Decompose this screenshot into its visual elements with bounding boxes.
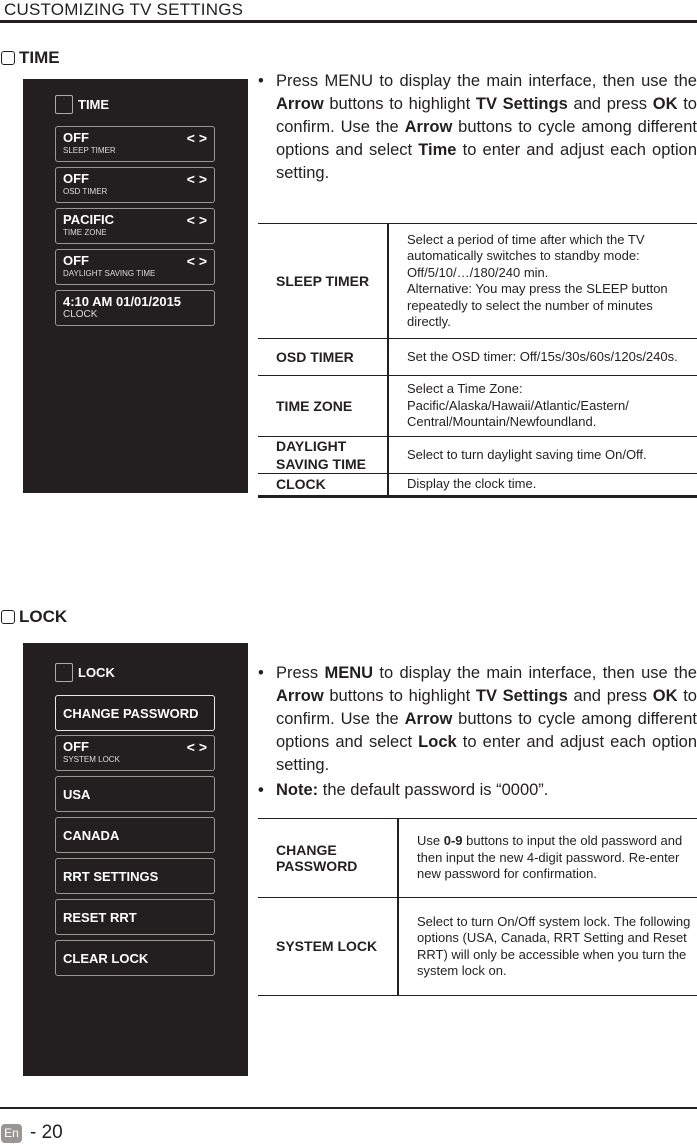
table-row: CHANGE PASSWORD Use 0-9 buttons to input the old password and then input the new 4-digit password. Re-enter new password for confirmation.: [258, 819, 697, 898]
item-label: TIME ZONE: [63, 228, 107, 237]
square-icon: [1, 51, 15, 65]
page-number: - 20: [30, 1122, 63, 1143]
bullet-icon: •: [258, 664, 264, 682]
time-section-title: [1, 48, 60, 68]
menu-title-label: TIME: [78, 97, 110, 112]
item-label: CLOCK: [63, 309, 98, 320]
language-badge: En: [1, 1124, 22, 1143]
item-value: USA: [63, 786, 91, 802]
section-label: TIME: [19, 48, 60, 67]
table-row: CLOCK Display the clock time.: [258, 474, 697, 497]
lock-content: [258, 662, 697, 996]
page-header: CUSTOMIZING TV SETTINGS: [4, 0, 244, 19]
square-icon: [55, 95, 73, 114]
menu-item-daylight-saving: [55, 249, 215, 285]
item-value: RESET RRT: [63, 909, 137, 925]
menu-item-system-lock: [55, 735, 215, 771]
menu-item-rrt-settings: [55, 858, 215, 894]
table-row: SYSTEM LOCK Select to turn On/Off system lock. The following options (USA, Canada, RRT Setting and Reset RRT) will only be accessible when you turn the system lock on.: [258, 898, 697, 996]
arrows-icon: < >: [186, 253, 207, 269]
item-value: CLEAR LOCK: [63, 950, 149, 966]
table-row: SLEEP TIMER Select a period of time after which the TV automatically switches to standby mode: Off/5/10/…/180/240 min. Alternative: You may press the SLEEP button repeatedly to select the number of minutes directly.: [258, 224, 697, 339]
menu-title-label: LOCK: [78, 665, 115, 680]
lock-instructions: • Press MENU to display the main interface, then use the Arrow buttons to highlight TV Settings and press OK to confirm. Use the Arrow buttons to cycle among different options and select Lock to enter and adjust each option setting.: [258, 662, 697, 777]
header-divider: [0, 20, 697, 23]
item-value: OFF: [63, 253, 89, 268]
arrows-icon: < >: [186, 171, 207, 187]
item-value: CANADA: [63, 827, 120, 843]
bullet-icon: •: [258, 72, 264, 90]
menu-title: [55, 95, 109, 114]
menu-title: [55, 663, 115, 682]
item-label: SYSTEM LOCK: [63, 755, 120, 764]
time-menu-screenshot: [23, 79, 248, 493]
table-row: TIME ZONE Select a Time Zone: Pacific/Alaska/Hawaii/Atlantic/Eastern/ Central/Mountain/Newfoundland.: [258, 376, 697, 437]
menu-item-clock: [55, 290, 215, 326]
time-content: [258, 70, 697, 498]
menu-item-canada: [55, 817, 215, 853]
lock-menu-screenshot: [23, 643, 248, 1076]
footer-divider: [0, 1107, 697, 1109]
table-row: DAYLIGHT SAVING TIME Select to turn daylight saving time On/Off.: [258, 437, 697, 474]
arrows-icon: < >: [186, 130, 207, 146]
menu-item-usa: [55, 776, 215, 812]
section-label: LOCK: [19, 607, 68, 626]
arrows-icon: < >: [186, 212, 207, 228]
item-value: PACIFIC: [63, 212, 115, 227]
menu-item-sleep-timer: [55, 126, 215, 162]
lock-section-title: [1, 607, 67, 627]
square-icon: [55, 663, 73, 682]
bullet-icon: •: [258, 781, 264, 799]
menu-item-time-zone: [55, 208, 215, 244]
menu-item-clear-lock: [55, 940, 215, 976]
time-settings-table: [258, 223, 697, 498]
item-value: OFF: [63, 171, 89, 186]
item-value: OFF: [63, 130, 89, 145]
table-row: OSD TIMER Set the OSD timer: Off/15s/30s/60s/120s/240s.: [258, 339, 697, 376]
arrows-icon: < >: [186, 739, 207, 755]
item-value: 4:10 AM 01/01/2015: [63, 294, 182, 309]
item-label: DAYLIGHT SAVING TIME: [63, 269, 156, 278]
menu-item-osd-timer: [55, 167, 215, 203]
menu-item-change-password: [55, 695, 215, 731]
lock-settings-table: [258, 818, 697, 996]
item-label: SLEEP TIMER: [63, 146, 116, 155]
square-icon: [1, 610, 15, 624]
item-value: CHANGE PASSWORD: [63, 705, 199, 721]
time-instructions: • Press MENU to display the main interface, then use the Arrow buttons to highlight TV Settings and press OK to confirm. Use the Arrow buttons to cycle among different options and select Time to enter and adjust each option setting.: [258, 70, 697, 185]
item-value: RRT SETTINGS: [63, 868, 159, 884]
item-value: OFF: [63, 739, 89, 754]
item-label: OSD TIMER: [63, 187, 108, 196]
lock-note: • Note: the default password is “0000”.: [258, 779, 697, 802]
menu-item-reset-rrt: [55, 899, 215, 935]
